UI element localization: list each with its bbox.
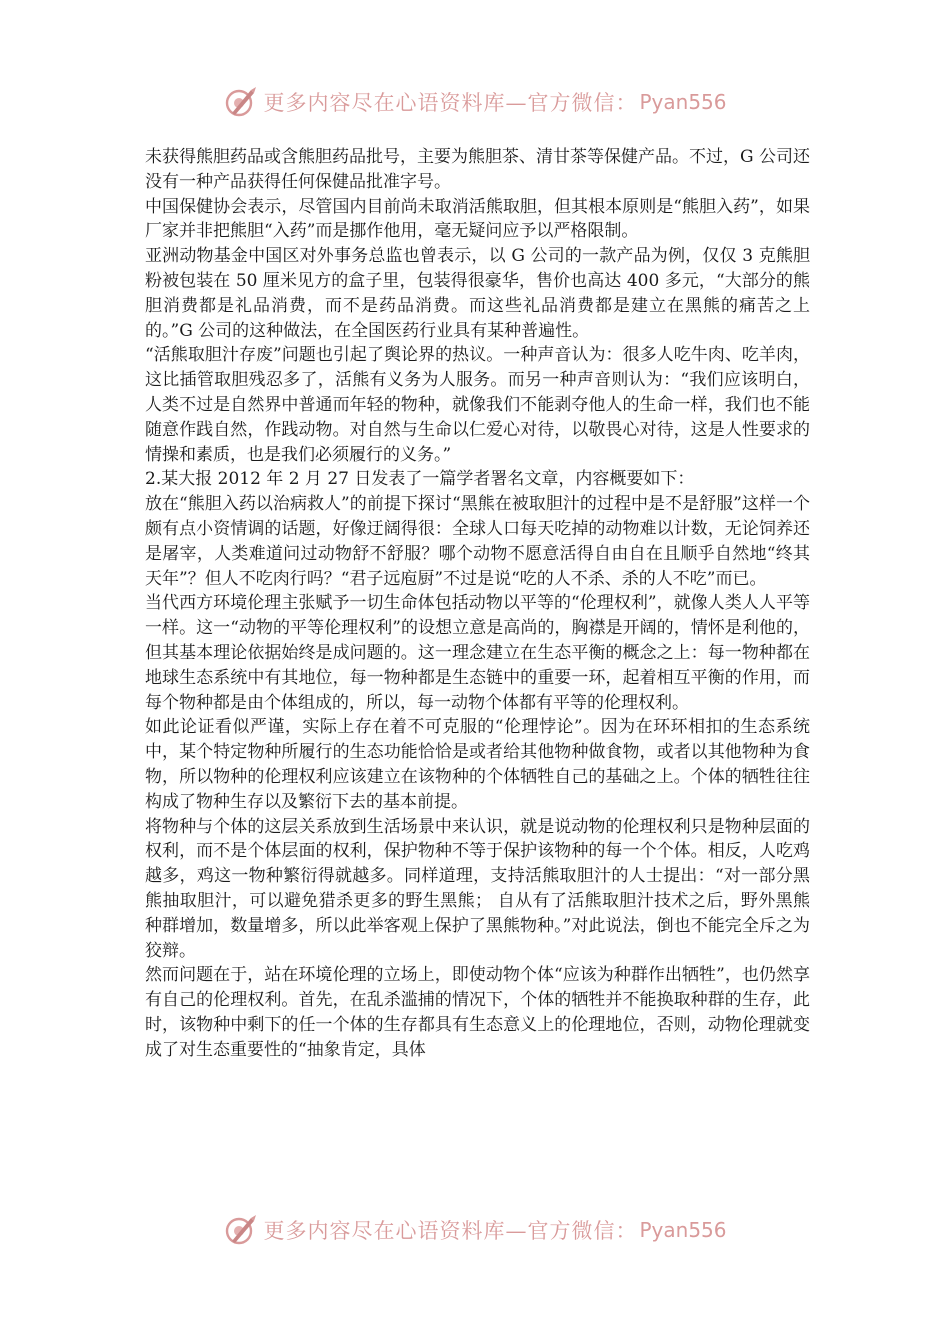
footer-watermark-banner <box>0 1210 950 1250</box>
paragraph: “活熊取胆汁存废”问题也引起了舆论界的热议。一种声音认为：很多人吃牛肉、吃羊肉，这比插管取胆残忍多了，活熊有义务为人服务。而另一种声音则认为：“我们应该明白，人类不过是自然界中普通而年轻的物种，就像我们不能剥夺他人的生命一样，我们也不能随意作践自然，作践动物。对自然与生命以仁爱心对待，以敬畏心对待，这是人性要求的情操和素质，也是我们必须履行的义务。” <box>145 345 810 465</box>
pen-logo-icon <box>223 84 259 120</box>
paragraph: 然而问题在于，站在环境伦理的立场上，即使动物个体“应该为种群作出牺牲”，也仍然享有自己的伦理权利。首先，在乱杀滥捕的情况下，个体的牺牲并不能换取种群的生存，此时，该物种中剩下的任一个体的生存都具有生态意义上的伦理地位，否则，动物伦理就变成了对生态重要性的“抽象肯定，具体 <box>145 965 810 1060</box>
paragraph: 未获得熊胆药品或含熊胆药品批号，主要为熊胆茶、清甘茶等保健产品。不过，G 公司还没有一种产品获得任何保健品批准字号。 <box>145 147 810 192</box>
watermark-text: 更多内容尽在心语资料库—官方微信： <box>263 1219 638 1243</box>
paragraph: 当代西方环境伦理主张赋予一切生命体包括动物以平等的“伦理权利”，就像人类人人平等一样。这一“动物的平等伦理权利”的设想立意是高尚的，胸襟是开阔的，情怀是利他的，但其基本理论依据始终是成问题的。这一理念建立在生态平衡的概念之上：每一物种都在地球生态系统中有其地位，每一物种都是生态链中的重要一环，起着相互平衡的作用，而每个物种都是由个体组成的，所以，每一动物个体都有平等的伦理权利。 <box>145 593 810 713</box>
paragraph: 放在“熊胆入药以治病救人”的前提下探讨“黑熊在被取胆汁的过程中是不是舒服”这样一个颇有点小资情调的话题，好像迂阔得很：全球人口每天吃掉的动物难以计数，无论饲养还是屠宰，人类难道问过动物舒不舒服？哪个动物不愿意活得自由自在且顺乎自然地“终其天年”？但人不吃肉行吗？“君子远庖厨”不过是说“吃的人不杀、杀的人不吃”而已。 <box>145 494 810 589</box>
paragraph: 将物种与个体的这层关系放到生活场景中来认识，就是说动物的伦理权利只是物种层面的权利，而不是个体层面的权利，保护物种不等于保护该物种的每一个个体。相反，人吃鸡越多，鸡这一物种繁衍得就越多。同样道理，支持活熊取胆汁的人士提出：“对一部分黑熊抽取胆汁，可以避免猎杀更多的野生黑熊； 自从有了活熊取胆汁技术之后，野外黑熊种群增加，数量增多，所以此举客观上保护了黑熊物种。”对此说法，倒也不能完全斥之为狡辩。 <box>145 816 810 961</box>
paragraph: 中国保健协会表示，尽管国内目前尚未取消活熊取胆，但其根本原则是“熊胆入药”，如果厂家并非把熊胆“入药”而是挪作他用，毫无疑问应予以严格限制。 <box>145 196 810 242</box>
pen-logo-icon <box>223 1212 259 1248</box>
paragraph: 亚洲动物基金中国区对外事务总监也曾表示，以 G 公司的一款产品为例，仅仅 3 克熊胆粉被包装在 50 厘米见方的盒子里，包装得很豪华，售价也高达 400 多元，“大部分的熊胆消费都是礼品消费，而不是药品消费。而这些礼品消费都是建立在黑熊的痛苦之上的。”G 公司的这种做法，在全国医药行业具有某种普遍性。 <box>145 246 810 341</box>
wechat-id: Pyan556 <box>639 90 727 114</box>
watermark-text: 更多内容尽在心语资料库—官方微信： <box>263 91 638 115</box>
section-heading: 2.某大报 2012 年 2 月 27 日发表了一篇学者署名文章，内容概要如下： <box>145 469 695 490</box>
wechat-id: Pyan556 <box>639 1218 727 1242</box>
paragraph: 如此论证看似严谨，实际上存在着不可克服的“伦理悖论”。因为在环环相扣的生态系统中，某个特定物种所履行的生态功能恰恰是或者给其他物种做食物，或者以其他物种为食物，所以物种的伦理权利应该建立在该物种的个体牺牲自己的基础之上。个体的牺牲往往构成了物种生存以及繁衍下去的基本前提。 <box>145 717 810 812</box>
document-body <box>145 145 810 1062</box>
header-watermark-banner <box>0 82 950 122</box>
